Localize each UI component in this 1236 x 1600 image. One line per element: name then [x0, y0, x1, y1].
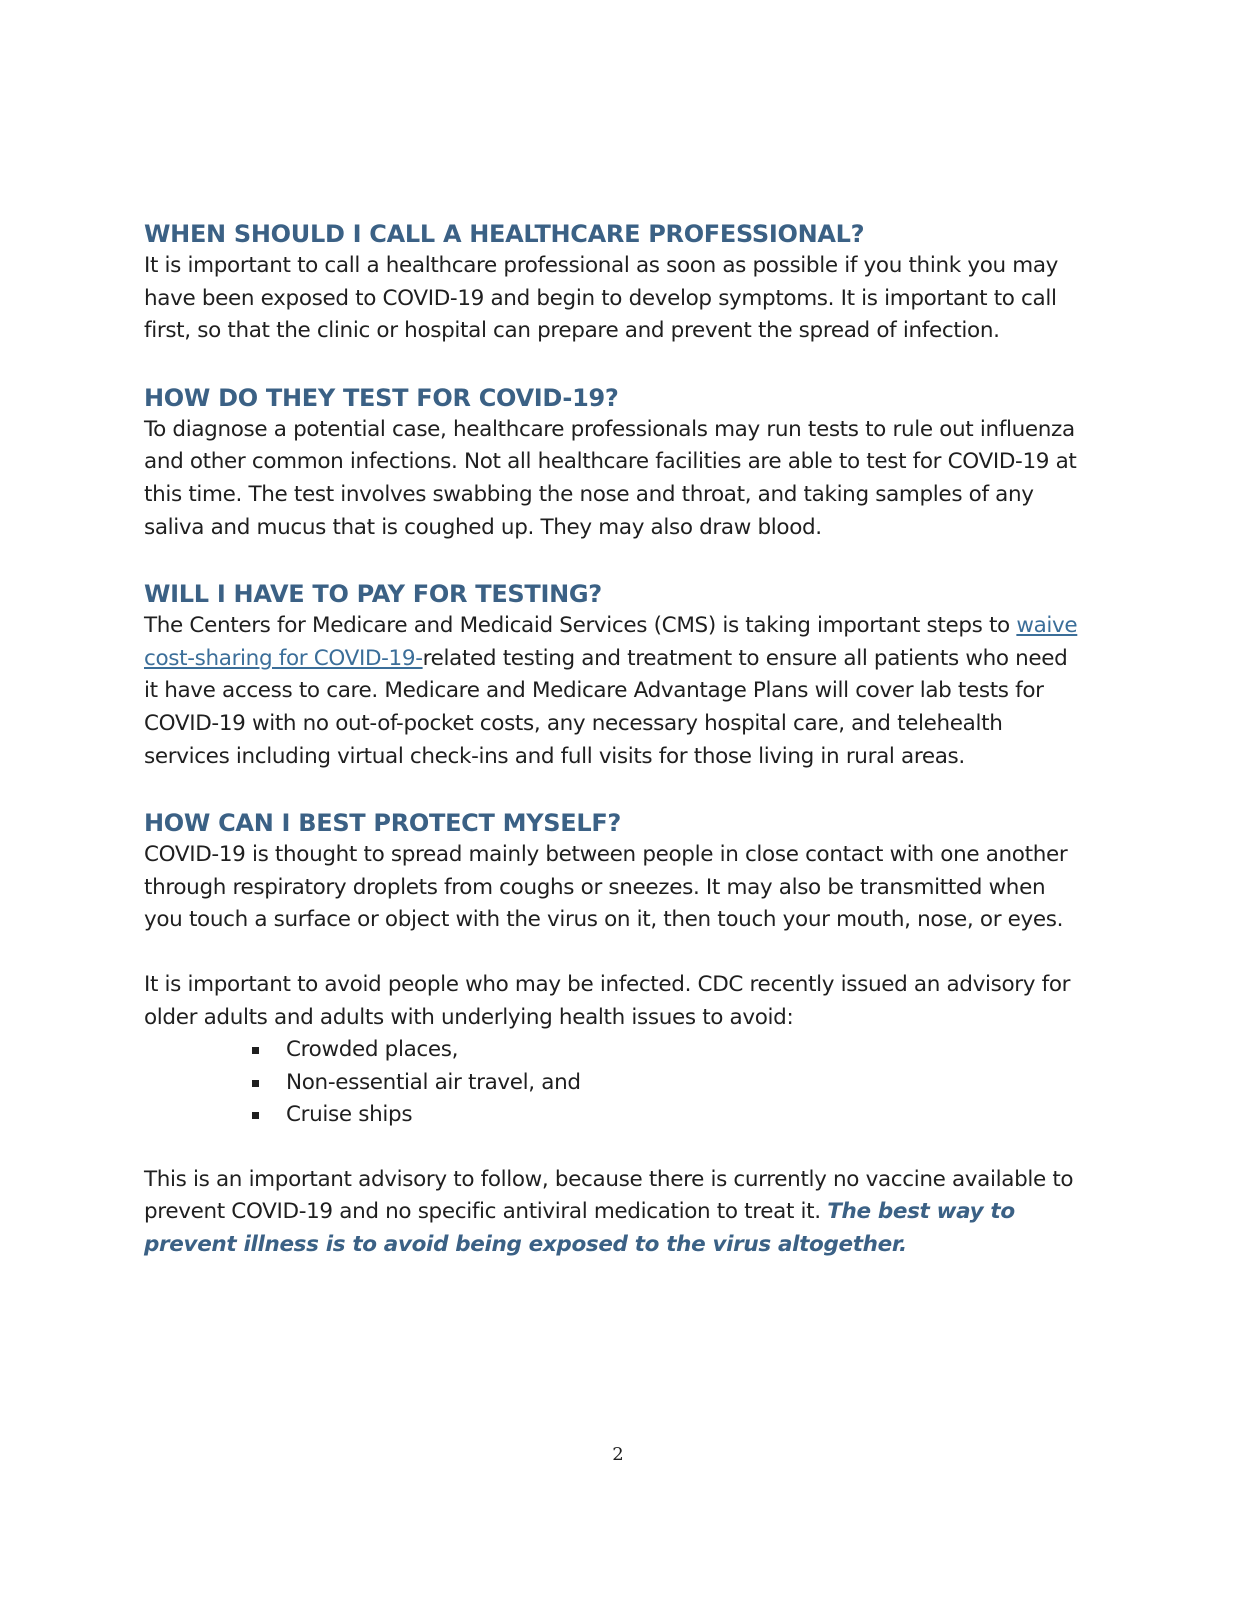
page-number: 2	[612, 1444, 624, 1465]
conclusion-text: This is an important advisory to follow, because there is currently no vaccine available to prevent COVID-19 and no specific antiviral medication to treat it.	[144, 1166, 1074, 1225]
document-page	[144, 218, 1084, 1262]
section-body-call-professional: It is important to call a healthcare professional as soon as possible if you think you may have been exposed to COVID-19 and begin to develop symptoms. It is important to call first, so that the clinic or hospital can prepare and prevent the spread of infection.	[144, 253, 1059, 344]
advisory-intro-paragraph: It is important to avoid people who may be infected. CDC recently issued an advisory for older adults and adults with underlying health issues to avoid:	[144, 971, 1071, 1030]
section-heading-pay-testing: WILL I HAVE TO PAY FOR TESTING?	[144, 580, 602, 609]
pay-testing-text-after-link: related testing and treatment to ensure all patients who need it have access to care. Medicare and Medicare Advantage Plans will cover lab tests for COVID-19 with no out-of-pocket costs, any necessary hospital care, and telehealth services including virtual check-ins and full visits for those living in rural areas.	[144, 645, 1068, 769]
pay-testing-text-before-link: The Centers for Medicare and Medicaid Services (CMS) is taking important steps to	[144, 613, 1017, 639]
square-bullet-icon	[252, 1080, 259, 1087]
list-item	[252, 1099, 1084, 1132]
section-body-pay-testing	[144, 610, 1084, 773]
list-item-text: Non-essential air travel, and	[286, 1069, 581, 1095]
waive-cost-sharing-link[interactable]: waive cost-sharing for COVID-19-	[144, 613, 1078, 671]
section-body-protect-myself: COVID-19 is thought to spread mainly between people in close contact with one another through respiratory droplets from coughs or sneezes. It may also be transmitted when you touch a surface or object with the virus on it, then touch your mouth, nose, or eyes.	[144, 842, 1068, 933]
list-item-text: Crowded places,	[286, 1037, 459, 1063]
emphasis-text: The best way to prevent illness is to avoid being exposed to the virus altogether.	[144, 1199, 1015, 1258]
square-bullet-icon	[252, 1047, 259, 1054]
section-heading-testing: HOW DO THEY TEST FOR COVID-19?	[144, 383, 619, 412]
avoid-list	[144, 1034, 1084, 1132]
section-heading-protect-myself: HOW CAN I BEST PROTECT MYSELF?	[144, 809, 622, 838]
advisory-conclusion-paragraph	[144, 1164, 1084, 1262]
section-heading-call-professional: WHEN SHOULD I CALL A HEALTHCARE PROFESSIONAL?	[144, 220, 865, 248]
list-item	[252, 1067, 1084, 1100]
section-body-testing: To diagnose a potential case, healthcare professionals may run tests to rule out influenza and other common infections. Not all healthcare facilities are able to test for COVID-19 at this time. The test involves swabbing the nose and throat, and taking samples of any saliva and mucus that is coughed up. They may also draw blood.	[144, 416, 1077, 540]
list-item-text: Cruise ships	[286, 1102, 413, 1128]
list-item	[252, 1034, 1084, 1067]
square-bullet-icon	[252, 1112, 259, 1119]
